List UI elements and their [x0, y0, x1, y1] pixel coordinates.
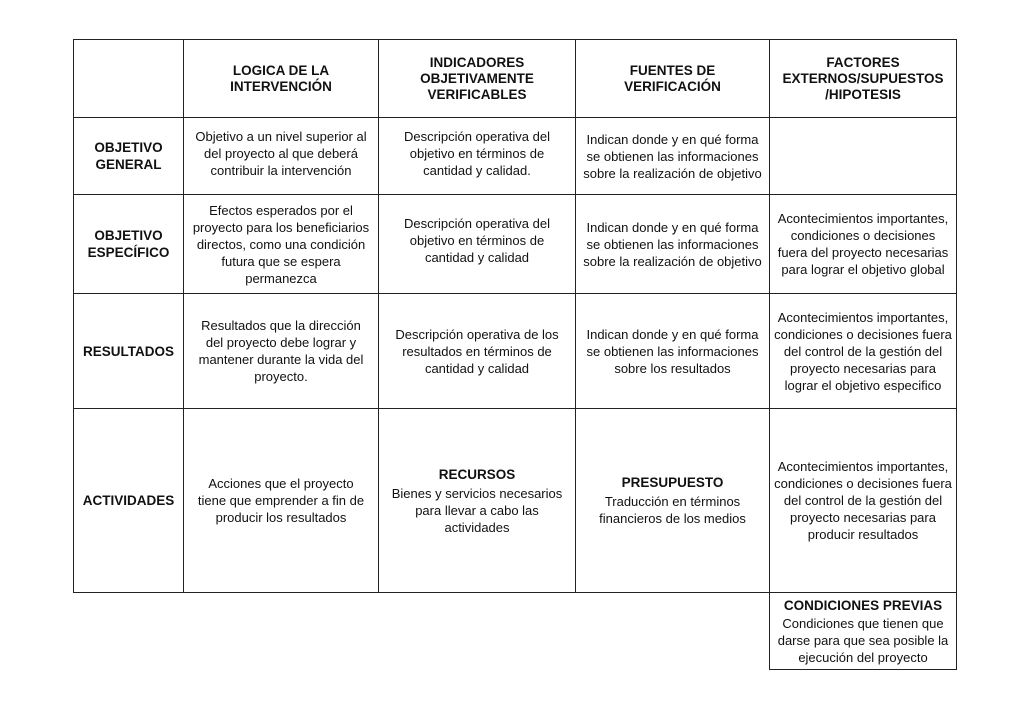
cell-sources: Indican donde y en qué forma se obtienen las informaciones sobre la realización de objetivo: [583, 219, 762, 269]
row-label-objetivo-general: OBJETIVO GENERAL: [94, 140, 163, 172]
cell-logic: Resultados que la dirección del proyecto debe lograr y mantener durante la vida del proyecto.: [198, 318, 364, 384]
cell-factors: Acontecimientos importantes, condiciones o decisiones fuera del control de la gestión del proyecto necesarias para producir resultados: [774, 459, 952, 542]
header-logic: LOGICA DE LA INTERVENCIÓN: [230, 62, 332, 94]
grid-line: [956, 39, 957, 593]
cell-budget: [576, 409, 769, 592]
header-indicators: INDICADORES OBJETIVAMENTE VERIFICABLES: [420, 54, 534, 102]
cell-indicators: Descripción operativa del objetivo en términos de cantidad y calidad: [404, 216, 550, 265]
cell-indicators: Descripción operativa de los resultados en términos de cantidad y calidad: [395, 326, 559, 376]
resources-title: RECURSOS: [438, 466, 516, 482]
cell-indicators: Descripción operativa del objetivo en términos de cantidad y calidad.: [404, 129, 550, 178]
cell-sources: Indican donde y en qué forma se obtienen las informaciones sobre la realización de objetivo: [583, 131, 762, 181]
cell-factors: [770, 118, 956, 194]
cell-sources: Indican donde y en qué forma se obtienen las informaciones sobre los resultados: [586, 326, 759, 376]
header-corner: [74, 40, 183, 117]
header-sources: FUENTES DE VERIFICACIÓN: [624, 62, 721, 94]
cell-factors: Acontecimientos importantes, condiciones o decisiones fuera del control de la gestión del proyecto necesarias para lograr el objetivo especifico: [774, 309, 952, 393]
budget-title: PRESUPUESTO: [621, 475, 724, 490]
preconditions-text: Condiciones que tienen que darse para que sea posible la ejecución del proyecto: [777, 615, 949, 665]
row-label-resultados: RESULTADOS: [83, 343, 174, 359]
cell-resources: [379, 409, 575, 592]
resources-text: Bienes y servicios necesarios para llevar a cabo las actividades: [391, 485, 563, 535]
cell-factors: Acontecimientos importantes, condiciones o decisiones fuera del proyecto necesarias para lograr el objetivo global: [777, 211, 949, 277]
preconditions-title: CONDICIONES PREVIAS: [783, 597, 943, 613]
preconditions: [770, 593, 956, 669]
cell-logic: Objetivo a un nivel superior al del proyecto al que deberá contribuir la intervención: [195, 129, 367, 178]
budget-text: Traducción en términos financieros de los medios: [599, 494, 746, 526]
cell-logic: Efectos esperados por el proyecto para los beneficiarios directos, como una condición futura que se espera permanezca: [192, 202, 370, 286]
row-label-objetivo-especifico: OBJETIVO ESPECÍFICO: [87, 228, 170, 260]
cell-logic: Acciones que el proyecto tiene que emprender a fin de producir los resultados: [197, 476, 365, 525]
header-factors: FACTORES EXTERNOS/SUPUESTOS /HIPOTESIS: [782, 54, 944, 102]
row-label-actividades: ACTIVIDADES: [82, 493, 175, 508]
